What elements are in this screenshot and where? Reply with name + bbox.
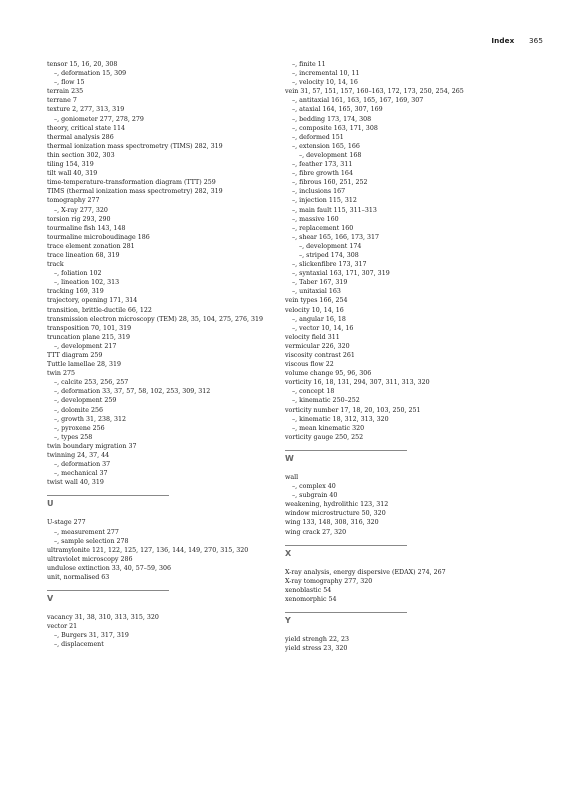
page-number: 365 [528,36,543,45]
index-entry: xenoblastic 54 [285,586,332,594]
running-head [491,36,543,45]
index-subentry: –, finite 11 [292,61,326,68]
letter-heading: W [285,450,407,464]
index-subentry: –, types 258 [54,433,93,441]
index-entry: tourmaline microboudinage 186 [47,233,150,241]
letter-heading: Y [285,612,407,626]
index-entry: trace lineation 68, 319 [47,251,120,259]
index-subentry: –, main fault 115, 311–313 [292,206,377,214]
index-entry: vorticity number 17, 18, 20, 103, 250, 251 [285,406,421,414]
index-subentry: –, replacement 160 [292,224,354,232]
index-subentry: –, Taber 167, 319 [292,279,348,287]
index-entry: terrane 7 [47,97,77,105]
index-subentry: –, velocity 10, 14, 16 [292,79,358,87]
index-entry: viscosity contrast 261 [285,352,355,359]
index-entry: X-ray analysis, energy dispersive (EDAX) 274, 267 [285,568,446,576]
index-subentry: –, subgrain 40 [292,492,338,500]
index-subentry: –, vector 10, 14, 16 [292,324,354,332]
index-subentry: –, dolomite 256 [54,406,104,414]
index-subentry: –, massive 160 [292,215,339,223]
index-subentry: –, complex 40 [292,483,336,491]
index-subentry: –, angular 16, 18 [292,315,346,323]
index-entry: ultraviolet microscopy 286 [47,555,133,563]
index-subentry: –, feather 173, 311 [292,161,353,169]
index-subentry: –, sample selection 278 [54,537,129,545]
index-subentry: –, deformation 33, 37, 57, 58, 102, 253, 309, 312 [54,388,211,396]
index-subentry: –, goniometer 277, 278, 279 [54,115,144,123]
index-subentry: –, pyroxene 256 [54,424,105,432]
index-subentry: –, deformed 151 [292,133,344,141]
index-entry: tomography 277 [47,197,100,205]
index-subentry: –, development 168 [299,151,362,159]
index-subentry: –, bedding 173, 174, 308 [292,115,372,123]
index-entry: TTT diagram 259 [47,352,103,359]
index-entry: tilt wall 40, 319 [47,170,98,178]
index-entry: TIMS (thermal ionization mass spectrometry) 282, 319 [47,188,223,196]
index-entry: thin section 302, 303 [47,151,115,159]
index-entry: U-stage 277 [47,519,86,527]
index-entry: tensor 15, 16, 20, 308 [47,61,118,68]
index-subentry: –, fibre growth 164 [292,170,353,178]
index-subentry: –, foliation 102 [54,270,102,278]
index-entry: viscous flow 22 [285,361,334,369]
index-entry: velocity field 311 [285,333,340,341]
index-entry: undulose extinction 33, 40, 57–59, 306 [47,564,171,572]
index-entry: torsion rig 293, 290 [47,215,111,223]
index-entry: ultramylonite 121, 122, 125, 127, 136, 144, 149, 270, 315, 320 [47,546,249,554]
index-entry: yield strengh 22, 23 [285,635,350,643]
index-subentry: –, inclusions 167 [292,188,346,196]
index-entry: vacancy 31, 38, 310, 313, 315, 320 [47,614,159,622]
index-entry: vorticity gauge 250, 252 [285,433,364,441]
index-subentry: –, fibrous 160, 251, 252 [292,179,368,187]
index-subentry: –, extension 165, 166 [292,142,360,150]
index-subentry: –, concept 18 [292,388,335,396]
index-entry: vein 31, 57, 151, 157, 160–163, 172, 173, 250, 254, 265 [285,88,464,96]
index-column-right [285,60,513,653]
index-entry: theory, critical state 114 [47,124,126,132]
index-entry: wall [285,473,299,481]
index-subentry: –, development 174 [299,242,362,250]
index-subentry: –, lineation 102, 313 [54,279,120,287]
index-entry: transmission electron microscopy (TEM) 28, 35, 104, 275, 276, 319 [47,315,264,323]
index-subentry: –, kinematic 250–252 [292,397,360,405]
index-entry: yield stress 23, 320 [285,645,348,653]
index-entry: X-ray tomography 277, 320 [285,577,373,585]
index-subentry: –, development 217 [54,342,117,350]
index-subentry: –, X-ray 277, 320 [54,206,108,214]
index-subentry: –, deformation 37 [54,461,111,469]
letter-heading: U [47,495,169,509]
index-subentry: –, flow 15 [54,79,85,87]
index-subentry: –, injection 115, 312 [292,197,357,205]
index-subentry: –, composite 163, 171, 308 [292,124,378,132]
index-subentry: –, Burgers 31, 317, 319 [54,632,129,640]
index-entry: wing 133, 148, 308, 316, 320 [285,519,379,527]
index-entry: vorticity 16, 18, 131, 294, 307, 311, 313, 320 [285,379,430,387]
index-entry: tiling 154, 319 [47,161,94,169]
index-column-left [47,60,275,649]
index-entry: texture 2, 277, 313, 319 [47,106,125,114]
index-subentry: –, displacement [54,641,104,649]
index-entry: trace element zonation 281 [47,242,135,250]
index-subentry: –, antitaxial 161, 163, 165, 167, 169, 307 [292,97,424,105]
index-entry: twinning 24, 37, 44 [47,452,110,460]
index-entry: xenomorphic 54 [285,595,337,603]
index-entry: tourmaline fish 143, 148 [47,224,126,232]
index-subentry: –, development 259 [54,397,117,405]
index-entry: unit, normalised 63 [47,573,110,581]
index-subentry: –, ataxial 164, 165, 307, 169 [292,106,383,114]
section-title: Index [491,36,515,45]
index-entry: volume change 95, 96, 306 [285,370,372,378]
index-subentry: –, mean kinematic 320 [292,424,365,432]
letter-heading: X [285,545,407,559]
index-entry: vector 21 [47,623,78,631]
index-subentry: –, shear 165, 166, 173, 317 [292,233,380,241]
index-subentry: –, striped 174, 308 [299,251,359,259]
index-subentry: –, deformation 15, 309 [54,70,127,78]
index-subentry: –, unitaxial 163 [292,288,341,296]
index-entry: velocity 10, 14, 16 [285,306,344,314]
index-entry: weakening, hydrolithic 123, 312 [285,501,389,509]
index-entry: Tuttle lamellae 28, 319 [47,361,122,369]
index-entry: vermicular 226, 320 [285,342,350,350]
index-entry: twist wall 40, 319 [47,479,104,487]
index-entry: time-temperature-transformation diagram (TTT) 259 [47,179,216,187]
index-subentry: –, mechanical 37 [54,470,108,478]
index-entry: vein types 166, 254 [285,297,348,305]
index-subentry: –, kinematic 18, 312, 313, 320 [292,415,389,423]
index-entry: thermal ionization mass spectrometry (TIMS) 282, 319 [47,142,223,150]
index-entry: track [47,261,64,269]
index-subentry: –, measurement 277 [54,528,119,536]
index-subentry: –, growth 31, 238, 312 [54,415,127,423]
letter-heading: V [47,590,169,604]
index-entry: twin boundary migration 37 [47,442,137,450]
index-entry: wing crack 27, 320 [285,528,347,536]
index-subentry: –, incremental 10, 11 [292,70,360,78]
index-entry: twin 275 [47,370,76,378]
index-entry: window microstructure 50, 320 [285,510,386,518]
index-entry: transposition 70, 101, 319 [47,324,132,332]
index-subentry: –, calcite 253, 256, 257 [54,379,129,387]
index-entry: thermal analysis 286 [47,133,114,141]
index-subentry: –, syntaxial 163, 171, 307, 319 [292,270,390,278]
index-entry: truncation plane 215, 319 [47,333,130,341]
index-entry: tracking 169, 319 [47,288,104,296]
index-entry: transition, brittle-ductile 66, 122 [47,306,152,314]
index-entry: terrain 235 [47,88,84,96]
index-entry: trajectory, opening 171, 314 [47,297,138,305]
index-subentry: –, slickenfibre 173, 317 [292,261,367,269]
